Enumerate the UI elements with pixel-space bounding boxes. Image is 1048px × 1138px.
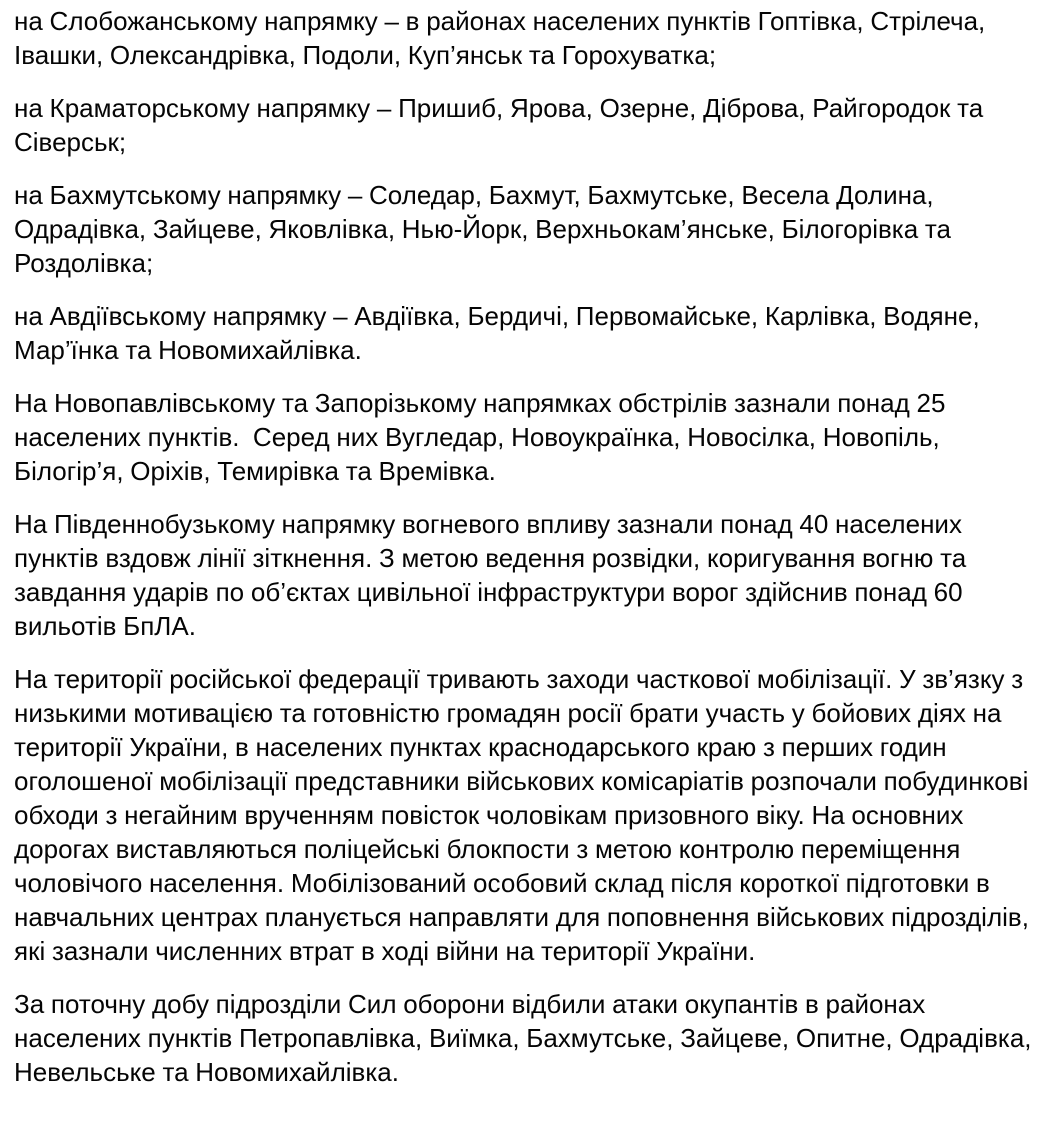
report-paragraph-novopavlivka-zaporizhzhia: На Новопавлівському та Запорізькому напрямках обстрілів зазнали понад 25 населених пунктів. Серед них Вугледар, Новоукраїнка, Новосілка, Новопіль, Білогір’я, Оріхів, Темирівка та Времівка. (14, 388, 953, 486)
report-paragraph-avdiivka-direction: на Авдіївському напрямку – Авдіївка, Бердичі, Первомайське, Карлівка, Водяне, Мар’їнка та Новомихайлівка. (14, 301, 987, 365)
report-paragraph-slobozhansky-direction: на Слобожанському напрямку – в районах населених пунктів Гоптівка, Стрілеча, Івашки, Олександрівка, Подоли, Куп’янськ та Горохуватка; (14, 6, 993, 70)
report-paragraph-pivdennobuzky: На Південнобузькому напрямку вогневого впливу зазнали понад 40 населених пунктів вздовж лінії зіткнення. З метою ведення розвідки, коригування вогню та завдання ударів по об’єктах цивільної інфраструктури ворог здійснив понад 60 вильотів БпЛА. (14, 509, 973, 641)
report-paragraph-repelled-attacks: За поточну добу підрозділи Сил оборони відбили атаки окупантів в районах населених пунктів Петропавлівка, Виїмка, Бахмутське, Зайцеве, Опитне, Одрадівка, Невельське та Новомихайлівка. (14, 989, 1039, 1087)
report-paragraph-mobilization: На території російської федерації тривають заходи часткової мобілізації. У зв’язку з низькими мотивацією та готовністю громадян росії брати участь у бойових діях на території України, в населених пунктах краснодарського краю з перших годин оголошеної мобілізації представники військових комісаріатів розпочали побудинкові обходи з негайним врученням повісток чоловікам призовного віку. На основних дорогах виставляються поліцейські блокпости з метою контролю переміщення чоловічого населення. Мобілізований особовий склад після короткої підготовки в навчальних центрах планується направляти для поповнення військових підрозділів, які зазнали численних втрат в ході війни на території України. (14, 664, 1036, 966)
report-paragraph-kramatorsk-direction: на Краматорському напрямку – Пришиб, Ярова, Озерне, Діброва, Райгородок та Сіверськ; (14, 93, 990, 157)
report-paragraph-bakhmut-direction: на Бахмутському напрямку – Соледар, Бахмут, Бахмутське, Весела Долина, Одрадівка, Зайцеве, Яковлівка, Нью-Йорк, Верхньокам’янське, Білогорівка та Роздолівка; (14, 180, 958, 278)
